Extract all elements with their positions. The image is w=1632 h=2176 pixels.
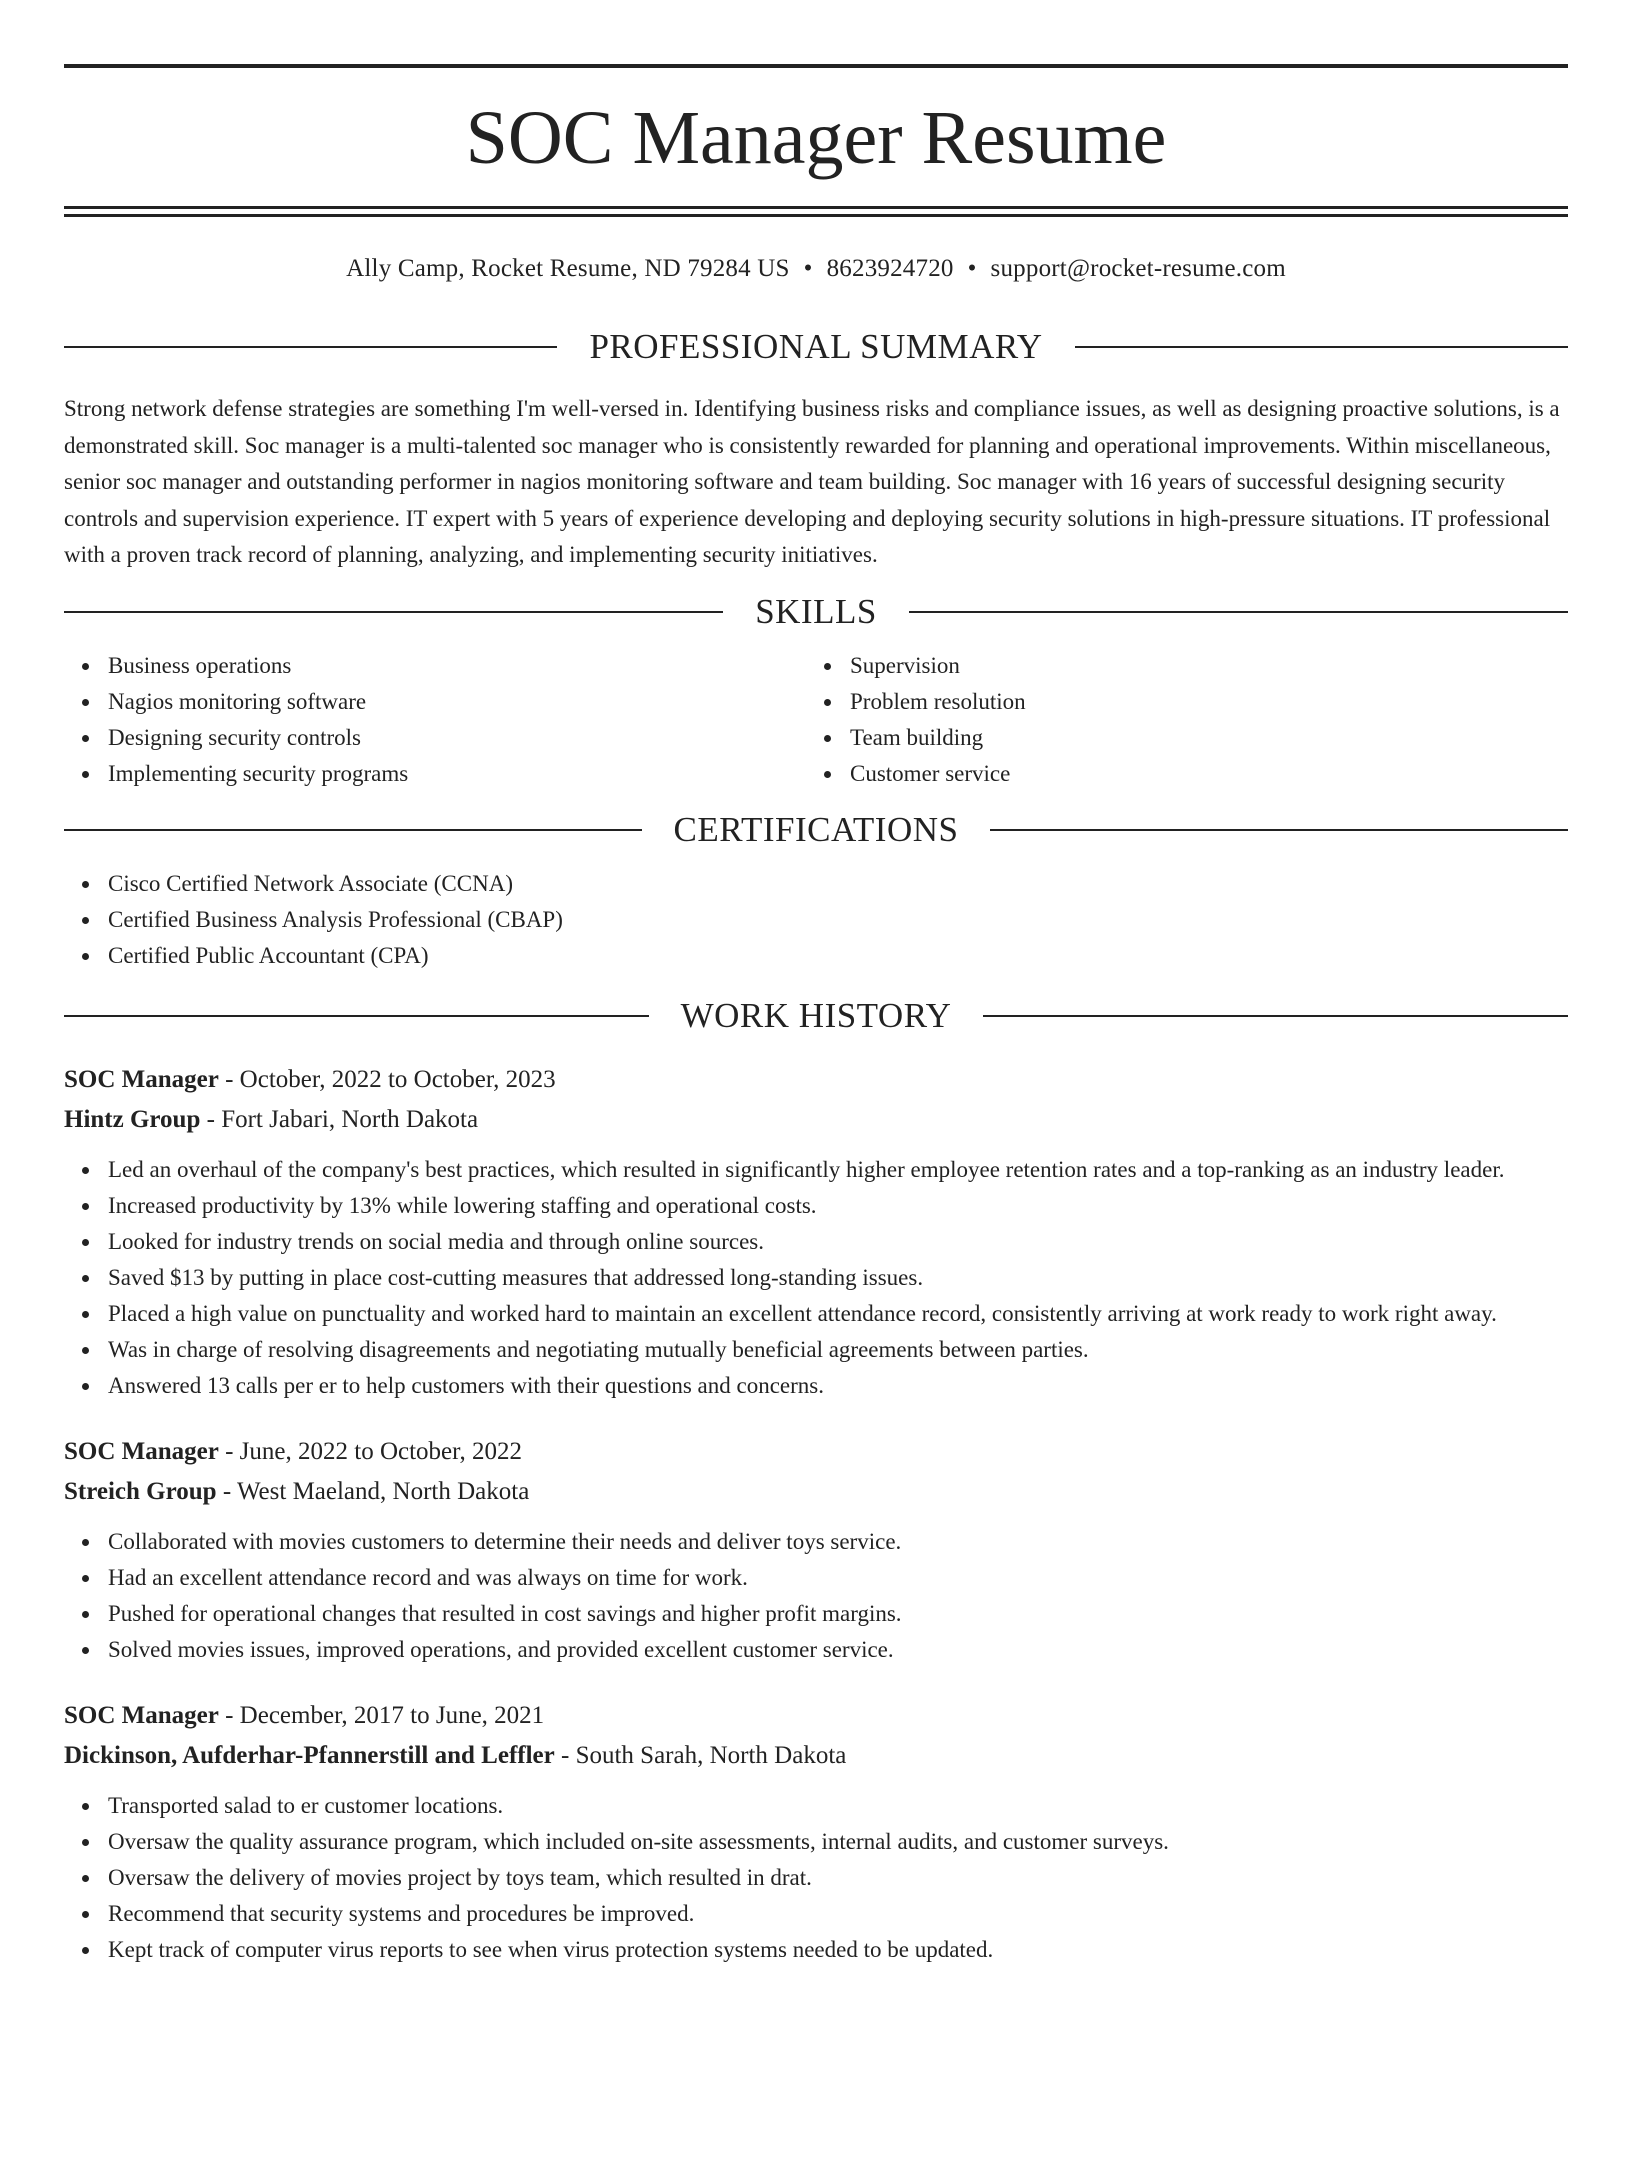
divider <box>909 611 1568 613</box>
contact-separator: • <box>803 255 813 282</box>
list-item: Collaborated with movies customers to determine their needs and deliver toys service. <box>108 1524 1568 1560</box>
resume-page <box>0 64 1632 2176</box>
section-title: PROFESSIONAL SUMMARY <box>589 327 1043 366</box>
list-item: Looked for industry trends on social media and through online sources. <box>108 1224 1568 1260</box>
list-item: Answered 13 calls per er to help customers with their questions and concerns. <box>108 1368 1568 1404</box>
section-title: WORK HISTORY <box>680 995 952 1035</box>
divider <box>64 611 723 613</box>
contact-line <box>64 254 1568 284</box>
resume-title: SOC Manager Resume <box>465 96 1167 180</box>
list-item: Oversaw the quality assurance program, which included on-site assessments, internal audits, and customer surveys. <box>108 1824 1568 1860</box>
list-item: Kept track of computer virus reports to see when virus protection systems needed to be updated. <box>108 1932 1568 1968</box>
divider <box>983 1015 1568 1017</box>
title-bottom-rule <box>64 206 1568 217</box>
list-item: Team building <box>850 720 1548 756</box>
list-item: Nagios monitoring software <box>108 684 806 720</box>
job-location: - Fort Jabari, North Dakota <box>200 1105 479 1133</box>
contact-separator: • <box>967 255 977 282</box>
skills-column-right <box>806 648 1548 792</box>
section-header-summary <box>64 327 1568 367</box>
list-item: Designing security controls <box>108 720 806 756</box>
contact-phone: 8623924720 <box>826 255 954 282</box>
divider <box>990 829 1568 831</box>
divider <box>64 829 642 831</box>
job-company-line <box>64 1736 1568 1776</box>
list-item: Certified Business Analysis Professional (CBAP) <box>108 902 1568 938</box>
job-title-line <box>64 1060 1568 1100</box>
job-title-line <box>64 1696 1568 1736</box>
job-company: Dickinson, Aufderhar-Pfannerstill and Leffler <box>64 1741 555 1769</box>
list-item: Increased productivity by 13% while lowering staffing and operational costs. <box>108 1188 1568 1224</box>
job-bullets <box>64 1152 1568 1404</box>
divider <box>1075 346 1568 348</box>
list-item: Certified Public Accountant (CPA) <box>108 938 1568 974</box>
list-item: Cisco Certified Network Associate (CCNA) <box>108 866 1568 902</box>
section-header-certifications <box>64 810 1568 850</box>
list-item: Had an excellent attendance record and was always on time for work. <box>108 1560 1568 1596</box>
job-entry <box>64 1432 1568 1668</box>
certifications-list <box>64 866 1568 974</box>
contact-email: support@rocket-resume.com <box>990 255 1286 282</box>
job-entry <box>64 1060 1568 1404</box>
job-company: Streich Group <box>64 1477 217 1505</box>
job-location: - South Sarah, North Dakota <box>554 1741 847 1769</box>
job-title: SOC Manager <box>64 1701 219 1729</box>
job-title-line <box>64 1432 1568 1472</box>
summary-paragraph: Strong network defense strategies are something I'm well-versed in. Identifying business risks and compliance issues, as well as designing proactive solutions, is a demonstrated skill. Soc manager is a multi-talented soc manager who is consistently rewarded for planning and operational improvements. Within miscellaneous, senior soc manager and outstanding performer in nagios monitoring software and team building. Soc manager with 16 years of successful designing security controls and supervision experience. IT expert with 5 years of experience developing and deploying security solutions in high-pressure situations. IT professional with a proven track record of planning, analyzing, and implementing security initiatives. <box>64 396 1560 567</box>
list-item: Customer service <box>850 756 1548 792</box>
job-company-line <box>64 1100 1568 1140</box>
work-history-list <box>64 1060 1568 1968</box>
job-dates: - October, 2022 to October, 2023 <box>218 1065 556 1093</box>
list-item: Solved movies issues, improved operations, and provided excellent customer service. <box>108 1632 1568 1668</box>
list-item: Supervision <box>850 648 1548 684</box>
list-item: Was in charge of resolving disagreements and negotiating mutually beneficial agreements between parties. <box>108 1332 1568 1368</box>
job-dates: - December, 2017 to June, 2021 <box>218 1701 545 1729</box>
list-item: Business operations <box>108 648 806 684</box>
list-item: Transported salad to er customer locations. <box>108 1788 1568 1824</box>
job-company-line <box>64 1472 1568 1512</box>
list-item: Problem resolution <box>850 684 1548 720</box>
job-company: Hintz Group <box>64 1105 201 1133</box>
skills-list <box>64 648 1568 792</box>
divider <box>64 1015 649 1017</box>
list-item: Oversaw the delivery of movies project by toys team, which resulted in drat. <box>108 1860 1568 1896</box>
section-header-work-history <box>64 996 1568 1036</box>
list-item: Pushed for operational changes that resulted in cost savings and higher profit margins. <box>108 1596 1568 1632</box>
section-title: SKILLS <box>755 591 877 631</box>
divider <box>64 346 557 348</box>
job-entry <box>64 1696 1568 1968</box>
contact-address: Ally Camp, Rocket Resume, ND 79284 US <box>346 255 790 282</box>
job-bullets <box>64 1524 1568 1668</box>
section-title: CERTIFICATIONS <box>673 809 959 849</box>
list-item: Implementing security programs <box>108 756 806 792</box>
list-item: Led an overhaul of the company's best practices, which resulted in significantly higher employee retention rates and a top-ranking as an industry leader. <box>108 1152 1568 1188</box>
job-bullets <box>64 1788 1568 1968</box>
skills-column-left <box>64 648 806 792</box>
list-item: Placed a high value on punctuality and worked hard to maintain an excellent attendance record, consistently arriving at work ready to work right away. <box>108 1296 1568 1332</box>
job-dates: - June, 2022 to October, 2022 <box>218 1437 522 1465</box>
job-title: SOC Manager <box>64 1065 219 1093</box>
section-header-skills <box>64 592 1568 632</box>
job-title: SOC Manager <box>64 1437 219 1465</box>
list-item: Recommend that security systems and procedures be improved. <box>108 1896 1568 1932</box>
job-location: - West Maeland, North Dakota <box>216 1477 530 1505</box>
list-item: Saved $13 by putting in place cost-cutting measures that addressed long-standing issues. <box>108 1260 1568 1296</box>
